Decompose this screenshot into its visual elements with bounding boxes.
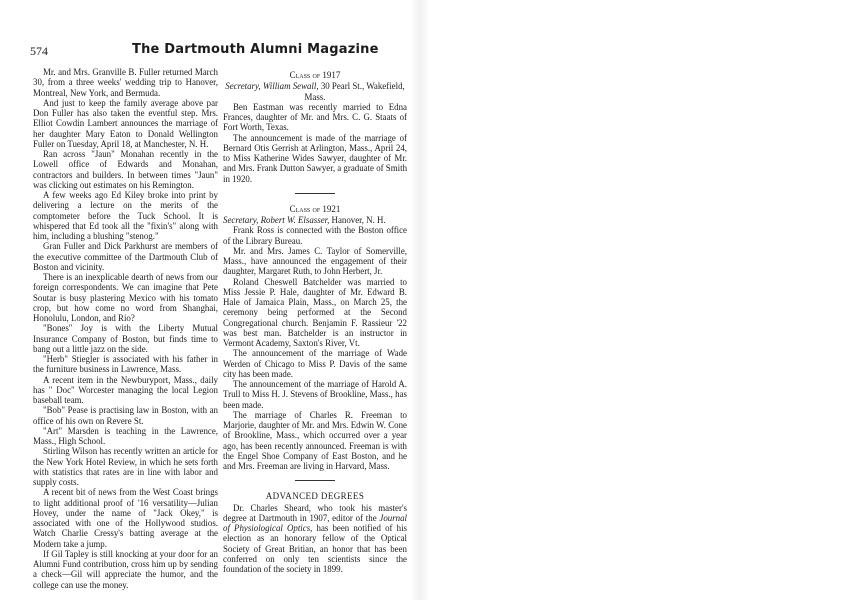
secretary-name: Secretary, William Sewall, bbox=[225, 81, 319, 92]
right-column bbox=[223, 70, 407, 574]
paragraph: Frank Ross is connected with the Boston office of the Library Bureau. bbox=[223, 225, 407, 246]
paragraph: Mr. and Mrs. Granville B. Fuller returned March 30, from a three weeks' wedding trip to Hanover, Montreal, New York, and Bermuda. bbox=[33, 67, 218, 98]
secretary-name: Secretary, Robert W. Elsasser, bbox=[223, 215, 330, 225]
paragraph: Ben Eastman was recently married to Edna Frances, daughter of Mr. and Mrs. C. G. Staats of Fort Worth, Texas. bbox=[223, 101, 407, 133]
paragraph: A few weeks ago Ed Kiley broke into print by delivering a lecture on the merits of the comptometer before the Tuck School. It is whispered that Ed took all the "fixin's" along with him, including a blushing "stenog." bbox=[33, 190, 218, 241]
paragraph: "Bones" Joy is with the Liberty Mutual Insurance Company of Boston, but finds time to bang out a little jazz on the side. bbox=[33, 323, 218, 354]
paragraph: "Herb" Stiegler is associated with his father in the furniture business in Lawrence, Mass. bbox=[33, 354, 218, 375]
paragraph: A recent item in the Newburyport, Mass., daily has " Doc" Worcester managing the local Legion baseball team. bbox=[33, 374, 218, 405]
journal-title: Journal of Physiological Optics bbox=[223, 512, 407, 533]
paragraph: The announcement is made of the marriage of Bernard Otis Gerrish at Arlington, Mass., April 24, to Miss Katherine Wides Sawyer, daughter of Mr. and Mrs. Frank Dutton Sawyer, a graduate of Smith in 1920. bbox=[223, 132, 408, 184]
paragraph: Gran Fuller and Dick Parkhurst are members of the executive committee of the Dartmouth Club of Boston and vicinity. bbox=[33, 241, 218, 272]
advanced-degrees-heading: ADVANCED DEGREES bbox=[265, 491, 365, 502]
paragraph bbox=[223, 503, 407, 575]
class-1921-heading: Class of 1921 bbox=[289, 203, 341, 214]
text-segment: , has been notified of his election as an honorary fellow of the Optical Society of Great Britian, an honor that has been conferred on only ten scientists since the foundation of the society in 1899. bbox=[223, 523, 407, 574]
paragraph: If Gil Tapley is still knocking at your door for an Alumni Fund contribution, cross him up by sending a check—Gil will appreciate the humor, and the college can use the money. bbox=[33, 548, 218, 590]
section-divider bbox=[295, 193, 335, 194]
paragraph: Ran across "Jaun" Monahan recently in the Lowell office of Edwards and Monahan, contractors and builders. In between times "Jaun" was clicking out estimates on his Remington. bbox=[33, 149, 218, 190]
paragraph: Roland Cheswell Batchelder was married to Miss Jessie P. Hale, daughter of Mr. Edward B. Hale of Jamaica Plain, Mass., on March 25, the ceremony being performed at the Second Congregational church. Benjamin F. Rassieur '22 was best man. Batchelder is an instructor in Vermont Academy, Saxton's River, Vt. bbox=[223, 276, 407, 348]
left-column bbox=[33, 67, 218, 590]
class-1917-heading: Class of 1917 bbox=[289, 70, 341, 80]
page-title: The Dartmouth Alumni Magazine bbox=[132, 42, 379, 57]
page-gutter bbox=[410, 0, 430, 600]
paragraph: And just to keep the family average above par Don Fuller has also taken the eventful step. Mrs. Elliot Cowdin Lambert announces the marriage of her daughter Mary Eaton to Donald Wellington Fuller on Tuesday, April 18, at Manchester, N. H. bbox=[33, 97, 218, 149]
paragraph: The marriage of Charles R. Freeman to Marjorie, daughter of Mr. and Mrs. Edwin W. Cone of Brookline, Mass., which occurred over a year ago, has been recently announced. Freeman is with the Engel Shoe Company of East Boston, and he and Mrs. Freeman are living in Harvard, Mass. bbox=[223, 409, 407, 471]
class-1921-secretary bbox=[223, 215, 407, 225]
paragraph: The announcement of the marriage of Harold A. Trull to Miss H. J. Stevens of Brookline, Mass., has been made. bbox=[223, 379, 407, 410]
section-divider bbox=[295, 480, 335, 481]
paragraph: Stirling Wilson has recently written an article for the New York Hotel Review, in which he sets forth with statistics that rates are in line with labor and supply costs. bbox=[33, 446, 218, 487]
paragraph: The announcement of the marriage of Wade Werden of Chicago to Miss P. Davis of the same city has been made. bbox=[223, 348, 407, 379]
text-segment: Dr. Charles Sheard, who took his master's degree at Dartmouth in 1907, editor of the bbox=[223, 502, 407, 523]
paragraph: A recent bit of news from the West Coast brings to light additional proof of '16 versatility—Julian Hovey, under the name of "Jack Okey," is associated with one of the Hollywood studios. Watch Charlie Cressy's batting average at the Modern take a jump. bbox=[33, 487, 218, 549]
class-1917-secretary bbox=[223, 81, 407, 102]
paragraph: Mr. and Mrs. James C. Taylor of Somerville, Mass., have announced the engagement of their daughter, Margaret Ruth, to John Herbert, Jr. bbox=[223, 245, 407, 277]
secretary-address: Hanover, N. H. bbox=[331, 215, 386, 225]
page-number: 574 bbox=[30, 44, 48, 58]
paragraph: "Art" Marsden is teaching in the Lawrence, Mass., High School. bbox=[33, 425, 218, 446]
paragraph: "Bob" Pease is practising law in Boston, with an office of his own on Revere St. bbox=[33, 405, 218, 426]
secretary-address: 30 Pearl St., Wakefield, Mass. bbox=[304, 81, 405, 102]
paragraph: There is an inexplicable dearth of news from our foreign correspondents. We can imagine that Pete Soutar is busy plastering Mexico with his tomato crop, but how come no word from Shanghai, Honolulu, London, and Rio? bbox=[33, 272, 218, 323]
